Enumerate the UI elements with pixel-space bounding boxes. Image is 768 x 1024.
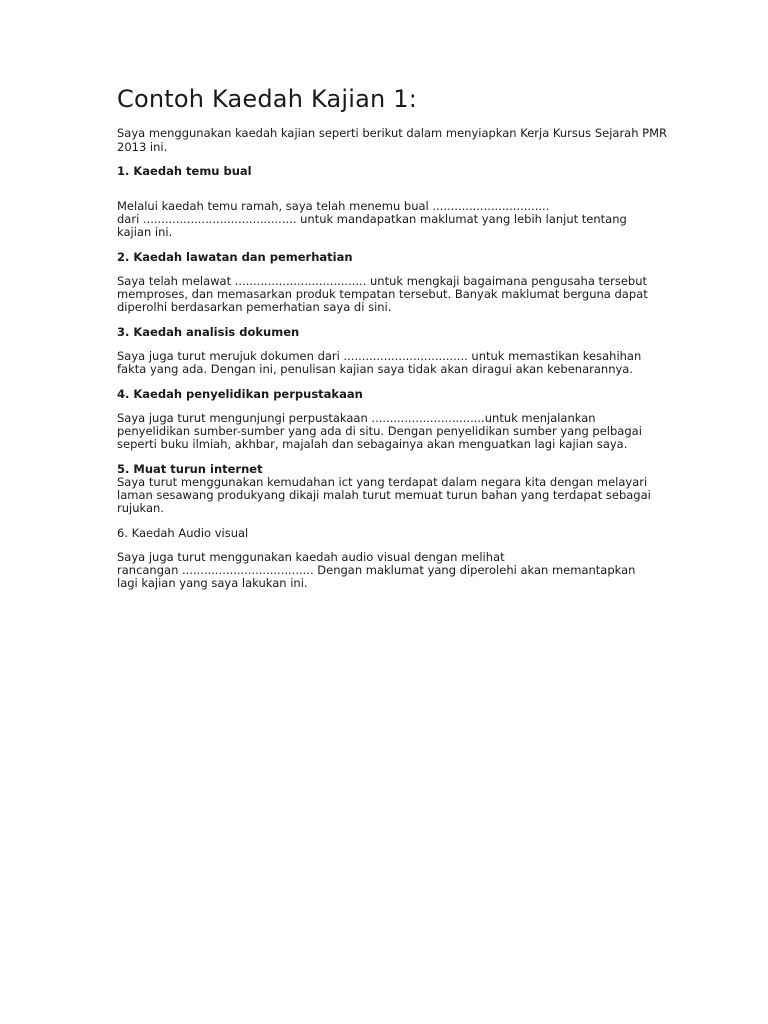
section-analisis-dokumen: [117, 325, 668, 376]
section-paragraph: Saya turut menggunakan kemudahan ict yang terdapat dalam negara kita dengan melayari laman sesawang produkyang dikaji malah turut memuat turun bahan yang terdapat sebagai rujukan.: [117, 475, 651, 516]
section-lawatan: [117, 250, 668, 314]
paragraph-line: rancangan .................................... Dengan maklumat yang diperolehi akan memantapkan: [117, 563, 636, 578]
section-internet: [117, 462, 668, 515]
section-heading: 4. Kaedah penyelidikan perpustakaan: [117, 387, 363, 402]
section-heading: 3. Kaedah analisis dokumen: [117, 325, 300, 340]
section-paragraph: Saya juga turut mengunjungi perpustakaan ...............................untuk menjalankan penyelidikan sumber-sumber yang ada di situ. Dengan penyelidikan sumber yang pelbagai seperti buku ilmiah, akhbar, majalah dan sebagainya akan menguatkan lagi kajian saya.: [117, 411, 642, 452]
section-heading: 5. Muat turun internet: [117, 462, 263, 477]
intro-paragraph: Saya menggunakan kaedah kajian seperti berikut dalam menyiapkan Kerja Kursus Sejarah PMR 2013 ini.: [117, 126, 668, 154]
section-paragraph: Saya telah melawat .................................... untuk mengkaji bagaimana pengusaha tersebut memproses, dan memasarkan produk tempatan tersebut. Banyak maklumat berguna dapat diperolhi berdasarkan pemerhatian saya di sini.: [117, 274, 648, 315]
paragraph-line: Saya juga turut menggunakan kaedah audio visual dengan melihat: [117, 550, 505, 565]
document-title: Contoh Kaedah Kajian 1:: [117, 85, 418, 113]
section-paragraph: [117, 551, 668, 590]
section-heading: 2. Kaedah lawatan dan pemerhatian: [117, 250, 353, 265]
section-heading: 6. Kaedah Audio visual: [117, 526, 249, 541]
paragraph-line: Melalui kaedah temu ramah, saya telah menemu bual ................................: [117, 199, 550, 214]
section-perpustakaan: [117, 387, 668, 451]
section-paragraph: [117, 200, 668, 239]
paragraph-line: lagi kajian yang saya lakukan ini.: [117, 576, 308, 591]
section-temu-bual: [117, 164, 668, 239]
paragraph-line: dari .......................................... untuk mandapatkan maklumat yang lebih lanjut tentang: [117, 212, 627, 227]
section-paragraph: Saya juga turut merujuk dokumen dari .................................. untuk memastikan kesahihan fakta yang ada. Dengan ini, penulisan kajian saya tidak akan diragui akan kebenarannya.: [117, 349, 642, 377]
section-heading: 1. Kaedah temu bual: [117, 164, 252, 179]
section-audio-visual: [117, 526, 668, 590]
paragraph-line: kajian ini.: [117, 225, 173, 240]
